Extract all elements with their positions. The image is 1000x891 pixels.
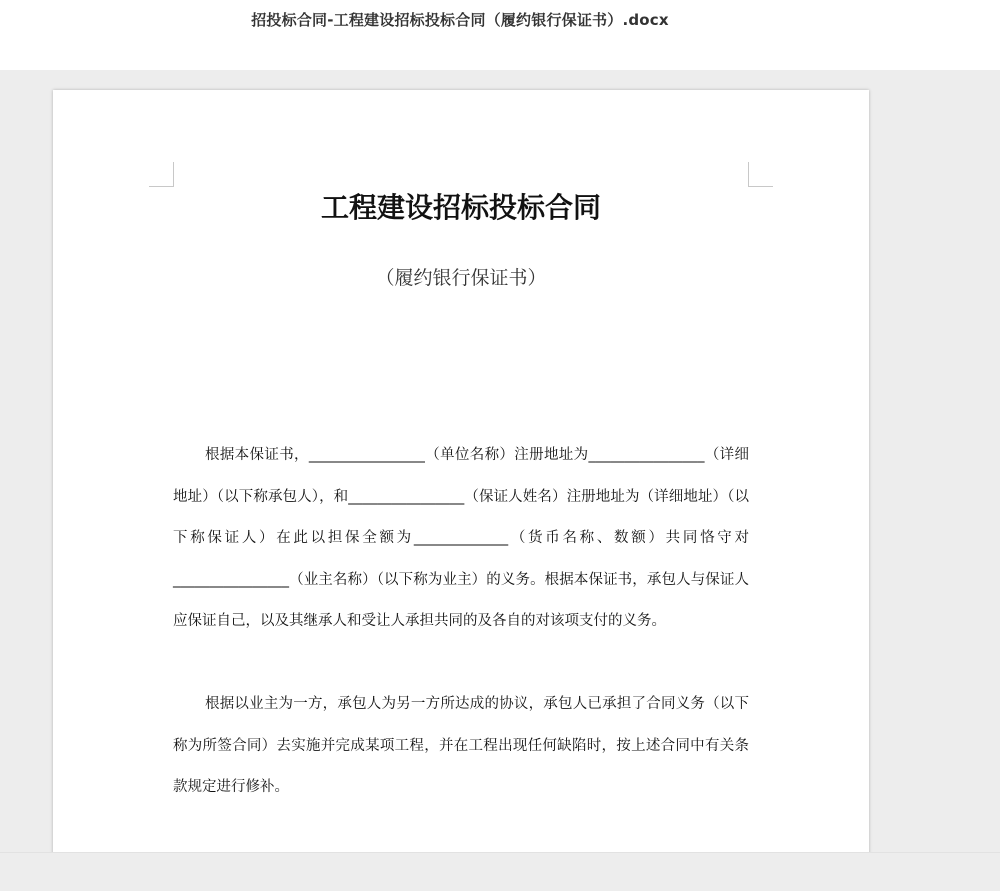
document-body xyxy=(173,435,749,850)
paragraph-2: 根据以业主为一方，承包人为另一方所达成的协议，承包人已承担了合同义务（以下称为所签合同）去实施并完成某项工程，并在工程出现任何缺陷时，按上述合同中有关条款规定进行修补。 xyxy=(173,696,749,795)
margin-corner-mark-right xyxy=(748,162,773,187)
paragraph-1: 根据本保证书，________________（单位名称）注册地址为________________（详细地址）（以下称承包人），和________________（保证人姓名）注册地址为（详细地址）（以下称保证人）在此以担保全额为_____________（货币名称、数额）共同恪守对________________（业主名称）（以下称为业主）的义务。根据本保证书，承包人与保证人应保证自己，以及其继承人和受让人承担共同的及各自的对该项支付的义务。 xyxy=(173,447,749,629)
document-file-title: 招投标合同-工程建设招标投标合同（履约银行保证书）.docx xyxy=(251,11,669,29)
document-page xyxy=(53,90,869,852)
document-heading: 工程建设招标投标合同 xyxy=(320,191,601,224)
document-viewer[interactable] xyxy=(0,70,1000,852)
title-bar xyxy=(0,0,1000,70)
margin-corner-mark-left xyxy=(149,162,174,187)
bottom-bar xyxy=(0,852,1000,891)
document-subheading: （履约银行保证书） xyxy=(375,267,547,289)
